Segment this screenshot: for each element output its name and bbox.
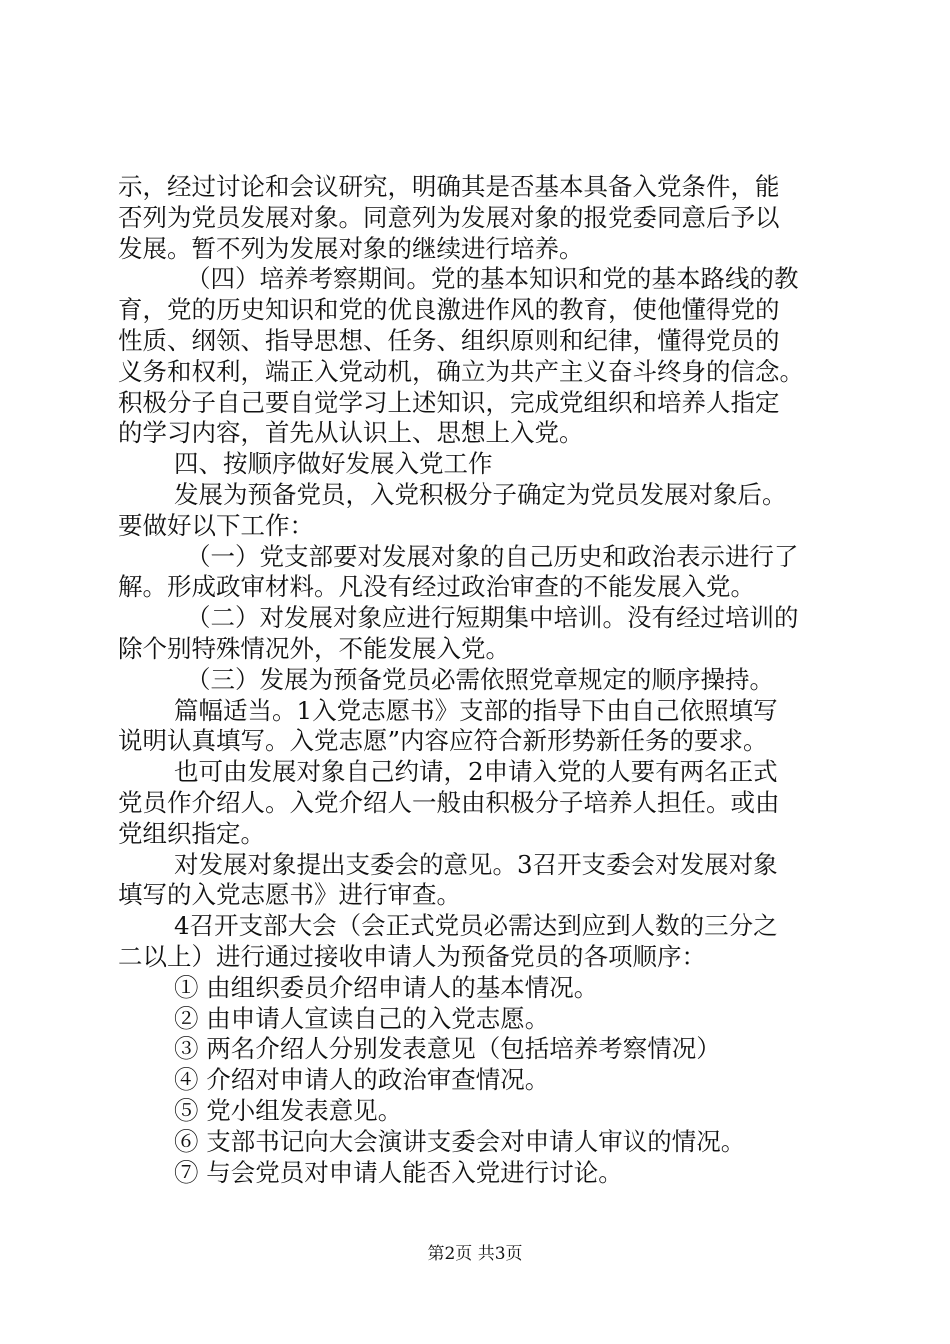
text-line: 育，党的历史知识和党的优良激进作风的教育，使他懂得党的 <box>118 295 780 325</box>
text-line: 否列为党员发展对象。同意列为发展对象的报党委同意后予以 <box>118 202 780 232</box>
list-item: ③ 两名介绍人分别发表意见（包括培养考察情况） <box>174 1034 721 1064</box>
page-number-label: 第2页 共3页 <box>427 1244 523 1264</box>
text-line: 性质、纲领、指导思想、任务、组织原则和纪律，懂得党员的 <box>118 325 780 355</box>
text-line: 义务和权利，端正入党动机，确立为共产主义奋斗终身的信念。 <box>118 356 804 386</box>
list-item: ④ 介绍对申请人的政治审查情况。 <box>174 1065 550 1095</box>
text-line: 填写的入党志愿书》进行审查。 <box>118 880 461 910</box>
text-line: 的学习内容，首先从认识上、思想上入党。 <box>118 418 584 448</box>
text-line: 党组织指定。 <box>118 818 265 848</box>
list-item: ② 由申请人宣读自己的入党志愿。 <box>174 1003 550 1033</box>
text-line: 说明认真填写。入党志愿”内容应符合新形势新任务的要求。 <box>118 726 768 756</box>
document-body <box>118 172 838 1188</box>
text-line: 对发展对象提出支委会的意见。3召开支委会对发展对象 <box>174 849 778 879</box>
text-line: （三）发展为预备党员必需依照党章规定的顺序操持。 <box>186 664 774 694</box>
text-line: 积极分子自己要自觉学习上述知识，完成党组织和培养人指定 <box>118 387 780 417</box>
page-footer <box>0 1243 950 1265</box>
section-heading: 四、按顺序做好发展入党工作 <box>174 449 493 479</box>
text-line: 要做好以下工作： <box>118 510 314 540</box>
text-line: （四）培养考察期间。党的基本知识和党的基本路线的教 <box>186 264 799 294</box>
text-line: 发展。暂不列为发展对象的继续进行培养。 <box>118 233 584 263</box>
text-line: 示，经过讨论和会议研究，明确其是否基本具备入党条件，能 <box>118 172 780 201</box>
list-item: ⑦ 与会党员对申请人能否入党进行讨论。 <box>174 1157 623 1187</box>
text-line: 也可由发展对象自己约请，2申请入党的人要有两名正式 <box>174 757 778 787</box>
list-item: ① 由组织委员介绍申请人的基本情况。 <box>174 972 599 1002</box>
text-line: 发展为预备党员，入党积极分子确定为党员发展对象后。 <box>174 479 787 509</box>
text-line: （一）党支部要对发展对象的自己历史和政治表示进行了 <box>186 541 799 571</box>
text-line: （二）对发展对象应进行短期集中培训。没有经过培训的 <box>186 603 799 633</box>
text-line: 4召开支部大会（会正式党员必需达到应到人数的三分之 <box>174 911 778 941</box>
text-line: 除个别特殊情况外，不能发展入党。 <box>118 633 510 663</box>
text-line: 二以上）进行通过接收申请人为预备党员的各项顺序： <box>118 941 706 971</box>
text-line: 党员作介绍人。入党介绍人一般由积极分子培养人担任。或由 <box>118 787 780 817</box>
list-item: ⑥ 支部书记向大会演讲支委会对申请人审议的情况。 <box>174 1126 746 1156</box>
list-item: ⑤ 党小组发表意见。 <box>174 1095 403 1125</box>
text-line: 篇幅适当。1入党志愿书》支部的指导下由自己依照填写 <box>174 695 778 725</box>
text-line: 解。形成政审材料。凡没有经过政治审查的不能发展入党。 <box>118 572 755 602</box>
